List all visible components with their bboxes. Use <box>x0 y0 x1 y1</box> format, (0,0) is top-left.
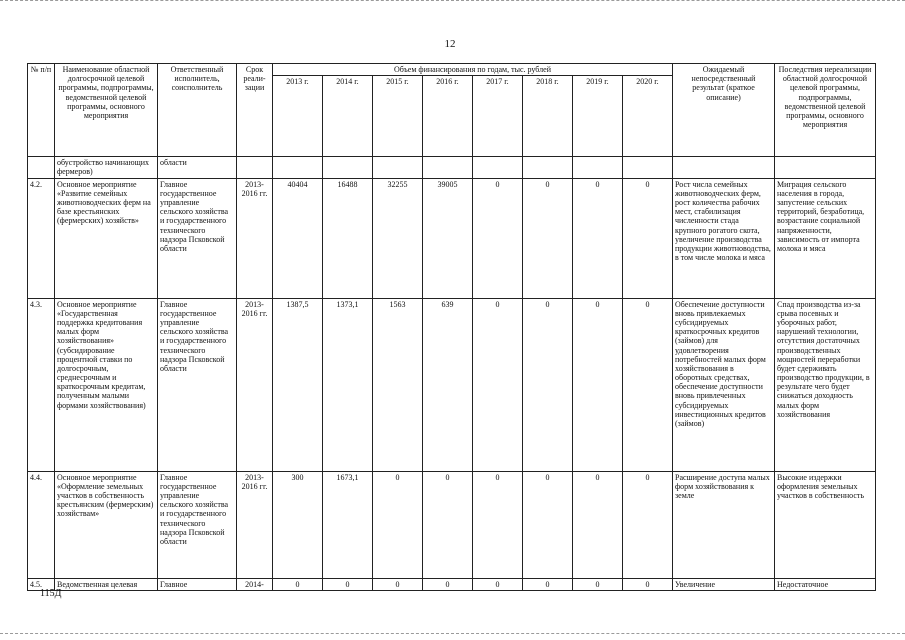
header-year: 2015 г. <box>373 76 423 157</box>
row-value: 0 <box>473 298 523 471</box>
row-executor: Главное государственное управление сельского хозяйства и государственного технического надзора Псковской области <box>158 298 237 471</box>
row-consequences: Высокие издержки оформления земельных участков в собственность <box>775 471 876 578</box>
row-num <box>28 157 55 178</box>
row-value: 0 <box>523 298 573 471</box>
header-year: 2016 г. <box>423 76 473 157</box>
row-value: 16488 <box>323 178 373 298</box>
row-term <box>237 157 273 178</box>
row-value: 39005 <box>423 178 473 298</box>
row-value: 1673,1 <box>323 471 373 578</box>
row-consequences: Недостаточное <box>775 578 876 590</box>
row-executor: Главное государственное управление сельского хозяйства и государственного технического надзора Псковской области <box>158 178 237 298</box>
row-value: 40404 <box>273 178 323 298</box>
footer-code: 115Д <box>40 588 62 599</box>
row-value: 0 <box>423 578 473 590</box>
header-consequences: Последствия нереализации областной долгосрочной целевой программы, подпрограммы, ведомственной целевой программы, основного мероприятия <box>775 64 876 157</box>
row-value: 0 <box>623 471 673 578</box>
row-name: обустройство начинающих фермеров) <box>55 157 158 178</box>
row-num: 4.2. <box>28 178 55 298</box>
header-result: Ожидаемый непосредственный результат (краткое описание) <box>673 64 775 157</box>
row-value: 0 <box>473 471 523 578</box>
row-value: 0 <box>523 178 573 298</box>
row-result <box>673 157 775 178</box>
header-year: 2019 г. <box>573 76 623 157</box>
header-term: Срок реали-зации <box>237 64 273 157</box>
header-year: 2020 г. <box>623 76 673 157</box>
row-value: 0 <box>523 578 573 590</box>
row-value: 0 <box>523 471 573 578</box>
row-value: 1387,5 <box>273 298 323 471</box>
row-executor: Главное <box>158 578 237 590</box>
table-row <box>28 298 876 471</box>
header-year: 2017 г. <box>473 76 523 157</box>
row-value <box>373 157 423 178</box>
row-term: 2013-2016 гг. <box>237 471 273 578</box>
row-consequences: Спад производства из-за срыва посевных и уборочных работ, нарушений технологии, отсутствия достаточных производственных мощностей переработки будет сдерживать производство продукции, в результате чего будет снижаться доходность малых форм хозяйствования <box>775 298 876 471</box>
row-value <box>523 157 573 178</box>
row-value: 300 <box>273 471 323 578</box>
scan-edge-top <box>0 0 905 3</box>
header-year: 2013 г. <box>273 76 323 157</box>
row-value: 639 <box>423 298 473 471</box>
row-result: Увеличение <box>673 578 775 590</box>
row-num: 4.5. <box>28 578 55 590</box>
header-executor: Ответственный исполнитель, соисполнитель <box>158 64 237 157</box>
row-term: 2014- <box>237 578 273 590</box>
header-funding-title: Объем финансирования по годам, тыс. рублей <box>273 64 673 76</box>
table-row <box>28 578 876 590</box>
row-value: 1563 <box>373 298 423 471</box>
row-value: 0 <box>473 578 523 590</box>
header-row-1 <box>28 64 876 76</box>
row-value: 0 <box>373 578 423 590</box>
row-value: 32255 <box>373 178 423 298</box>
row-value: 0 <box>273 578 323 590</box>
row-value: 0 <box>573 578 623 590</box>
row-name: Основное мероприятие «Оформление земельных участков в собственность крестьянским (фермерским) хозяйствам» <box>55 471 158 578</box>
row-value <box>623 157 673 178</box>
row-value: 0 <box>623 298 673 471</box>
row-value <box>573 157 623 178</box>
row-value: 0 <box>573 178 623 298</box>
row-result: Расширение доступа малых форм хозяйствования к земле <box>673 471 775 578</box>
row-name: Ведомственная целевая <box>55 578 158 590</box>
header-num: № п/п <box>28 64 55 157</box>
row-term: 2013-2016 гг. <box>237 178 273 298</box>
row-name: Основное мероприятие «Развитие семейных животноводческих ферм на базе крестьянских (фермерских) хозяйств» <box>55 178 158 298</box>
row-result: Обеспечение доступности вновь привлекаемых субсидируемых краткосрочных кредитов (займов) для удовлетворения потребностей малых форм хозяйствования в оборотных средствах, обеспечение доступности вновь привлеченных субсидируемых инвестиционных кредитов (займов) <box>673 298 775 471</box>
row-value: 0 <box>623 178 673 298</box>
row-result: Рост числа семейных животноводческих ферм, рост количества рабочих мест, стабилизация численности стада крупного рогатого скота, увеличение производства продукции животноводства, в том числе молока и мяса <box>673 178 775 298</box>
header-year: 2018 г. <box>523 76 573 157</box>
row-num: 4.3. <box>28 298 55 471</box>
row-num: 4.4. <box>28 471 55 578</box>
row-value: 0 <box>473 178 523 298</box>
table-row <box>28 178 876 298</box>
row-value: 0 <box>423 471 473 578</box>
row-consequences: Миграция сельского населения в города, запустение сельских территорий, безработица, возрастание социальной напряженности, зависимость от импорта молока и мяса <box>775 178 876 298</box>
row-value: 0 <box>323 578 373 590</box>
row-executor: Главное государственное управление сельского хозяйства и государственного технического надзора Псковской области <box>158 471 237 578</box>
page-number: 12 <box>444 38 456 50</box>
row-name: Основное мероприятие «Государственная поддержка кредитования малых форм хозяйствования» (субсидирование процентной ставки по долгосрочным, среднесрочным и краткосрочным кредитам, полученным малыми формами хозяйствования) <box>55 298 158 471</box>
table-row <box>28 471 876 578</box>
row-term: 2013-2016 гг. <box>237 298 273 471</box>
scan-edge-bottom <box>0 633 905 636</box>
row-value: 0 <box>573 298 623 471</box>
row-value <box>273 157 323 178</box>
row-executor: области <box>158 157 237 178</box>
row-value <box>473 157 523 178</box>
header-name: Наименование областной долгосрочной целевой программы, подпрограммы, ведомственной целевой программы, основного мероприятия <box>55 64 158 157</box>
table-row <box>28 157 876 178</box>
row-value: 0 <box>373 471 423 578</box>
row-value: 1373,1 <box>323 298 373 471</box>
row-value: 0 <box>623 578 673 590</box>
row-value <box>423 157 473 178</box>
row-value: 0 <box>573 471 623 578</box>
header-year: 2014 г. <box>323 76 373 157</box>
row-consequences <box>775 157 876 178</box>
funding-table <box>27 63 876 591</box>
row-value <box>323 157 373 178</box>
